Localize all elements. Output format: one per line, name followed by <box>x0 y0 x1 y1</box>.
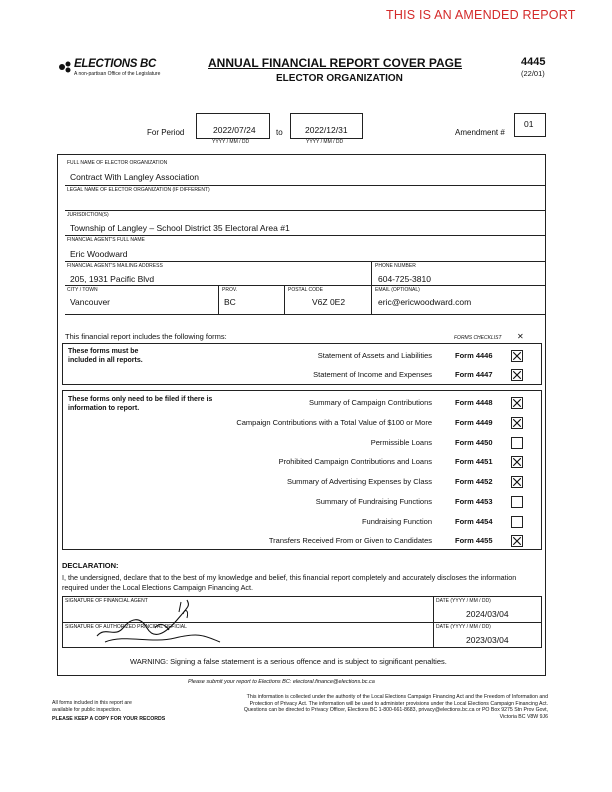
full-name-value[interactable]: Contract With Langley Association <box>70 172 199 182</box>
form-checkbox[interactable] <box>511 476 523 488</box>
amended-banner: THIS IS AN AMENDED REPORT <box>386 8 576 22</box>
checkmark-x-icon <box>512 351 522 361</box>
period-label: For Period <box>147 128 185 137</box>
submit-instructions: Please submit your report to Elections BC: electoral.finance@elections.bc.ca <box>188 679 375 685</box>
form-checkbox[interactable] <box>511 535 523 547</box>
period-from-value: 2022/07/24 <box>213 125 256 135</box>
mailing-value[interactable]: 205, 1931 Pacific Blvd <box>70 274 155 284</box>
official-signature-label: SIGNATURE OF AUTHORIZED PRINCIPAL OFFICIAL <box>65 624 187 630</box>
optional-form-name: Summary of Campaign Contributions <box>309 398 432 407</box>
form-revision: (22/01) <box>521 69 545 78</box>
optional-form-number: Form 4451 <box>455 457 493 466</box>
period-to-field[interactable] <box>290 113 363 139</box>
optional-form-number: Form 4455 <box>455 536 493 545</box>
optional-form-number: Form 4450 <box>455 438 493 447</box>
page-subtitle: ELECTOR ORGANIZATION <box>276 73 403 84</box>
period-from-hint: YYYY / MM / DD <box>212 139 250 145</box>
elections-bc-logo <box>58 58 178 80</box>
declaration-text: I, the undersigned, declare that to the best of my knowledge and belief, this financial report completely and accurately discloses the information required under the Local Elections Campaign Financing Act. <box>62 573 517 592</box>
declaration-heading: DECLARATION: <box>62 561 119 570</box>
warning-text: WARNING: Signing a false statement is a serious offence and is subject to significant penalties. <box>130 657 447 666</box>
form-checkbox[interactable] <box>511 456 523 468</box>
form-checkbox[interactable] <box>511 516 523 528</box>
logo-tagline: A non-partisan Office of the Legislature <box>74 71 161 77</box>
optional-forms-section <box>62 390 542 550</box>
keep-copy-note: PLEASE KEEP A COPY FOR YOUR RECORDS <box>52 716 166 722</box>
agent-date-label: DATE (YYYY / MM / DD) <box>436 598 491 604</box>
form-checkbox[interactable] <box>511 369 523 381</box>
optional-form-name: Transfers Received From or Given to Candidates <box>268 536 432 545</box>
checklist-x-mark: ✕ <box>517 332 524 341</box>
jurisdiction-label: JURISDICTION(S) <box>67 212 109 218</box>
prov-label: PROV. <box>222 287 238 293</box>
optional-form-number: Form 4448 <box>455 398 493 407</box>
form-checkbox[interactable] <box>511 496 523 508</box>
agent-name-value[interactable]: Eric Woodward <box>70 249 128 259</box>
optional-form-name: Permissible Loans <box>370 438 432 447</box>
required-form-name: Statement of Income and Expenses <box>313 370 432 379</box>
form-checkbox[interactable] <box>511 397 523 409</box>
mailing-label: FINANCIAL AGENT'S MAILING ADDRESS <box>67 263 163 269</box>
checklist-label: FORMS CHECKLIST <box>454 335 502 341</box>
checkmark-x-icon <box>512 370 522 380</box>
period-from-field[interactable] <box>196 113 270 139</box>
logo-star-icon <box>58 60 72 74</box>
page-title: ANNUAL FINANCIAL REPORT COVER PAGE <box>208 56 463 70</box>
optional-form-number: Form 4454 <box>455 517 493 526</box>
checkmark-x-icon <box>512 418 522 428</box>
form-checkbox[interactable] <box>511 437 523 449</box>
phone-label: PHONE NUMBER <box>375 263 416 269</box>
period-to-hint: YYYY / MM / DD <box>306 139 344 145</box>
city-value[interactable]: Vancouver <box>70 297 111 307</box>
collection-notice: This information is collected under the authority of the Local Elections Campaign Financing Act and the Freedom of Information and Protection of Privacy Act. The information will be used to administer provisions under the Local Elections Campaign Financing Act. Questions can be directed to Privacy Officer, Elections BC 1-800-661-8683, privacy@elections.bc.ca or PO Box 9275 Stn Prov Govt, Victoria BC V8W 9J6 <box>243 694 548 720</box>
phone-value[interactable]: 604-725-3810 <box>378 274 431 284</box>
forms-intro: This financial report includes the following forms: <box>65 332 227 341</box>
optional-form-number: Form 4452 <box>455 477 493 486</box>
agent-date-value[interactable]: 2024/03/04 <box>466 609 509 619</box>
city-label: CITY / TOWN <box>67 287 98 293</box>
checkmark-x-icon <box>512 398 522 408</box>
checkmark-x-icon <box>512 477 522 487</box>
checkmark-x-icon <box>512 457 522 467</box>
optional-form-name: Summary of Fundraising Functions <box>315 497 432 506</box>
agent-name-label: FINANCIAL AGENT'S FULL NAME <box>67 237 145 243</box>
form-checkbox[interactable] <box>511 417 523 429</box>
optional-form-number: Form 4453 <box>455 497 493 506</box>
required-form-name: Statement of Assets and Liabilities <box>317 351 432 360</box>
postal-value[interactable]: V6Z 0E2 <box>312 297 346 307</box>
jurisdiction-value[interactable]: Township of Langley – School District 35 Electoral Area #1 <box>70 223 290 233</box>
required-form-number: Form 4446 <box>455 351 493 360</box>
agent-signature-image <box>95 598 225 648</box>
optional-form-name: Prohibited Campaign Contributions and Loans <box>278 457 432 466</box>
checkmark-x-icon <box>512 536 522 546</box>
official-date-value[interactable]: 2023/03/04 <box>466 635 509 645</box>
official-date-label: DATE (YYYY / MM / DD) <box>436 624 491 630</box>
optional-note: These forms only need to be filed if there is information to report. <box>68 396 213 412</box>
optional-form-name: Fundraising Function <box>361 517 432 526</box>
postal-label: POSTAL CODE <box>288 287 324 293</box>
legal-name-label: LEGAL NAME OF ELECTOR ORGANIZATION (IF DIFFERENT) <box>67 187 210 193</box>
amendment-label: Amendment # <box>455 128 505 137</box>
required-form-number: Form 4447 <box>455 370 493 379</box>
form-checkbox[interactable] <box>511 350 523 362</box>
form-number: 4445 <box>521 56 546 68</box>
prov-value[interactable]: BC <box>224 297 236 307</box>
email-value[interactable]: eric@ericwoodward.com <box>378 297 472 307</box>
full-name-label: FULL NAME OF ELECTOR ORGANIZATION <box>67 160 168 166</box>
period-to-value: 2022/12/31 <box>305 125 348 135</box>
optional-form-number: Form 4449 <box>455 418 493 427</box>
agent-signature-label: SIGNATURE OF FINANCIAL AGENT <box>65 598 148 604</box>
amendment-field[interactable] <box>514 113 546 137</box>
optional-form-name: Summary of Advertising Expenses by Class <box>286 477 432 486</box>
required-note: These forms must be included in all reports. <box>68 348 143 364</box>
amendment-value: 01 <box>524 119 534 129</box>
email-label: EMAIL (OPTIONAL) <box>375 287 420 293</box>
period-to-label: to <box>276 128 283 137</box>
optional-form-name: Campaign Contributions with a Total Value of $100 or More <box>236 418 432 427</box>
logo-word: ELECTIONS BC <box>74 58 157 70</box>
public-note: All forms included in this report are available for public inspection. <box>52 700 132 713</box>
